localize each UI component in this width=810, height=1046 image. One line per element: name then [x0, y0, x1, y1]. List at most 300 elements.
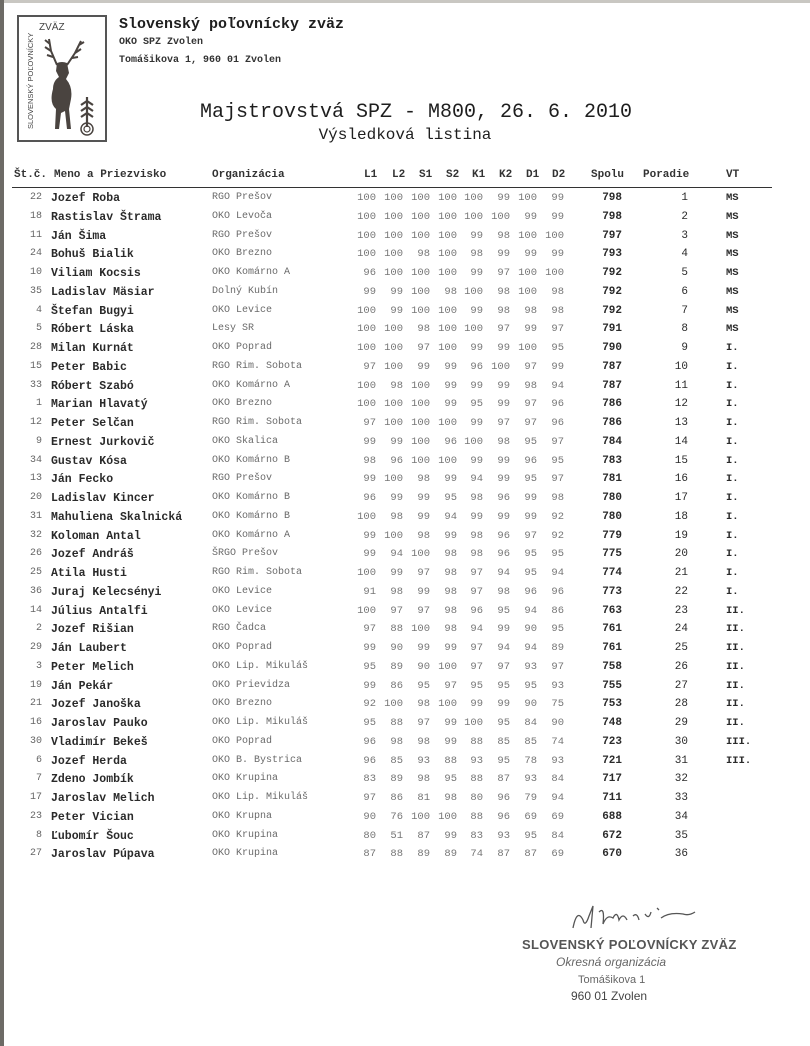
- stamp-street: Tomášikova 1: [578, 974, 646, 986]
- score-k2: 96: [497, 492, 510, 504]
- score-l1: 90: [363, 810, 376, 823]
- score-d2: 74: [551, 735, 564, 748]
- rank: 3: [681, 229, 688, 242]
- score-l1: 95: [363, 660, 376, 673]
- total-score: 688: [602, 810, 622, 823]
- table-row: [0, 358, 810, 377]
- score-s2: 89: [444, 848, 457, 861]
- score-k2: 98: [497, 585, 510, 598]
- score-d1: 100: [518, 267, 537, 279]
- score-l1: 100: [357, 304, 376, 317]
- score-d2: 95: [551, 548, 564, 561]
- rank: 8: [681, 323, 688, 336]
- score-l1: 99: [363, 679, 376, 692]
- col-header-d2: D2: [552, 169, 566, 181]
- total-score: 763: [602, 604, 622, 617]
- table-row: [0, 264, 810, 283]
- performance-class: MS: [726, 210, 739, 223]
- total-score: 672: [602, 829, 622, 842]
- table-row: [0, 545, 810, 564]
- score-d1: 95: [524, 829, 537, 842]
- col-header-l1: L1: [364, 169, 378, 181]
- score-s1: 99: [417, 492, 430, 504]
- score-l2: 76: [390, 810, 403, 823]
- score-d1: 100: [518, 285, 537, 298]
- rank: 12: [674, 398, 688, 411]
- score-l2: 99: [390, 492, 403, 504]
- rank: 33: [674, 792, 688, 804]
- organization: ŠRGO Prešov: [212, 548, 279, 560]
- score-k1: 94: [470, 623, 483, 636]
- competitor-name: Milan Kurnát: [51, 342, 134, 355]
- performance-class: MS: [726, 248, 739, 261]
- score-k1: 98: [470, 529, 483, 542]
- score-l2: 96: [390, 454, 403, 467]
- score-d1: 99: [524, 248, 537, 261]
- performance-class: MS: [726, 229, 739, 242]
- start-number: 2: [35, 623, 42, 635]
- score-s1: 100: [411, 229, 430, 242]
- score-k2: 100: [491, 210, 510, 223]
- start-number: 15: [29, 360, 42, 372]
- organization: OKO Prievidza: [212, 679, 291, 691]
- scan-top-edge: [0, 0, 810, 3]
- score-s2: 99: [444, 360, 457, 373]
- total-score: 670: [602, 848, 622, 861]
- performance-class: I.: [726, 585, 739, 598]
- competitor-name: Peter Selčan: [51, 417, 134, 430]
- score-l2: 100: [384, 417, 403, 429]
- score-l2: 100: [384, 248, 403, 261]
- score-s2: 99: [444, 735, 457, 748]
- score-s2: 100: [438, 304, 457, 317]
- col-header-d1: D1: [526, 169, 540, 181]
- table-row: [0, 302, 810, 321]
- score-l1: 99: [363, 285, 376, 298]
- score-k1: 96: [470, 360, 483, 373]
- table-row: [0, 227, 810, 246]
- score-l1: 97: [363, 360, 376, 373]
- score-s2: 100: [438, 248, 457, 261]
- organization: OKO Komárno B: [212, 492, 291, 503]
- competitor-name: Gustav Kósa: [51, 454, 127, 468]
- start-number: 13: [29, 473, 42, 485]
- organization: OKO Komárno B: [212, 454, 291, 466]
- score-k2: 97: [497, 323, 510, 336]
- score-s2: 100: [438, 342, 457, 354]
- organization: OKO Lip. Mikuláš: [212, 717, 309, 728]
- organization: RGO Prešov: [212, 473, 273, 485]
- score-k2: 95: [497, 717, 510, 729]
- col-header-no: Št.č.: [14, 169, 48, 181]
- score-l1: 99: [363, 642, 376, 654]
- score-d1: 97: [524, 360, 537, 373]
- score-d1: 95: [524, 473, 537, 486]
- score-d2: 98: [551, 492, 564, 504]
- organization: Dolný Kubín: [212, 285, 279, 297]
- start-number: 21: [29, 698, 42, 710]
- rank: 9: [681, 342, 688, 354]
- start-number: 20: [29, 492, 42, 503]
- score-k2: 97: [497, 417, 510, 429]
- score-s1: 97: [417, 717, 430, 729]
- score-d2: 99: [551, 192, 564, 204]
- rank: 1: [681, 192, 688, 204]
- performance-class: MS: [726, 323, 739, 336]
- score-s1: 81: [417, 792, 430, 804]
- total-score: 753: [602, 698, 622, 711]
- score-s1: 97: [417, 604, 430, 617]
- table-row: [0, 789, 810, 808]
- score-s2: 88: [444, 754, 457, 767]
- score-l2: 98: [390, 735, 403, 748]
- performance-class: I.: [726, 510, 739, 523]
- score-s2: 96: [444, 435, 457, 448]
- score-k2: 99: [497, 342, 510, 354]
- score-k2: 95: [497, 754, 510, 767]
- score-k2: 99: [497, 473, 510, 486]
- competitor-name: Marian Hlavatý: [51, 398, 148, 412]
- score-s1: 100: [411, 192, 430, 204]
- rank: 23: [674, 604, 688, 617]
- rank: 11: [674, 379, 688, 392]
- score-d2: 97: [551, 473, 564, 486]
- score-d1: 93: [524, 660, 537, 673]
- score-s1: 99: [417, 585, 430, 598]
- start-number: 27: [29, 848, 42, 860]
- start-number: 5: [35, 323, 42, 335]
- score-s1: 98: [417, 773, 430, 786]
- score-k1: 94: [470, 473, 483, 486]
- score-d1: 84: [524, 717, 537, 729]
- score-l1: 100: [357, 510, 376, 523]
- performance-class: MS: [726, 285, 739, 298]
- organization: RGO Rim. Sobota: [212, 360, 303, 372]
- score-k2: 96: [497, 792, 510, 804]
- col-header-total: Spolu: [591, 169, 625, 181]
- score-d1: 97: [524, 398, 537, 411]
- total-score: 798: [602, 210, 622, 223]
- score-d1: 100: [518, 229, 537, 242]
- score-s2: 99: [444, 379, 457, 392]
- score-k1: 99: [470, 454, 483, 467]
- rank: 25: [674, 642, 688, 654]
- total-score: 784: [602, 435, 622, 448]
- organization: RGO Prešov: [212, 229, 273, 241]
- score-s1: 100: [411, 623, 430, 636]
- performance-class: I.: [726, 435, 739, 448]
- score-l2: 89: [390, 773, 403, 786]
- competitor-name: Jozef Andráš: [51, 548, 134, 562]
- performance-class: III.: [726, 735, 752, 748]
- score-s1: 97: [417, 567, 430, 579]
- score-s2: 97: [444, 679, 457, 692]
- score-k1: 98: [470, 492, 483, 504]
- score-d1: 99: [524, 492, 537, 504]
- score-s2: 100: [438, 417, 457, 429]
- start-number: 9: [35, 435, 42, 447]
- table-row: [0, 452, 810, 471]
- org-subtitle: OKO SPZ Zvolen: [119, 37, 204, 48]
- rank: 31: [674, 754, 688, 767]
- start-number: 29: [29, 642, 42, 653]
- score-d2: 93: [551, 754, 564, 767]
- score-s1: 98: [417, 473, 430, 486]
- total-score: 780: [602, 510, 622, 523]
- competitor-name: Vladimír Bekeš: [51, 735, 148, 749]
- score-d2: 96: [551, 417, 564, 429]
- organization: OKO Lip. Mikuláš: [212, 792, 309, 803]
- score-s1: 100: [411, 435, 430, 448]
- score-s1: 99: [417, 642, 430, 654]
- score-l2: 94: [390, 548, 403, 561]
- start-number: 18: [29, 210, 42, 222]
- score-d2: 97: [551, 435, 564, 448]
- competitor-name: Peter Melich: [51, 660, 134, 674]
- table-row: [0, 620, 810, 639]
- rank: 5: [681, 267, 688, 279]
- score-l1: 100: [357, 323, 376, 336]
- score-l1: 100: [357, 229, 376, 242]
- competitor-name: Viliam Kocsis: [51, 267, 141, 280]
- score-k1: 74: [470, 848, 483, 861]
- score-d2: 97: [551, 323, 564, 336]
- competitor-name: Jaroslav Pauko: [51, 717, 148, 730]
- score-s2: 98: [444, 792, 457, 804]
- score-d2: 100: [545, 267, 564, 279]
- start-number: 23: [29, 810, 42, 822]
- total-score: 790: [602, 342, 622, 354]
- score-d1: 98: [524, 379, 537, 392]
- performance-class: I.: [726, 417, 739, 429]
- table-row: [0, 602, 810, 621]
- header-divider: [12, 187, 772, 188]
- score-l1: 99: [363, 435, 376, 448]
- score-d2: 94: [551, 567, 564, 579]
- competitor-name: Ladislav Mäsiar: [51, 285, 155, 299]
- table-row: [0, 245, 810, 264]
- score-k1: 100: [464, 323, 483, 336]
- svg-text:SLOVENSKÝ POĽOVNÍCKY: SLOVENSKÝ POĽOVNÍCKY: [26, 32, 35, 129]
- rank: 19: [674, 529, 688, 542]
- score-k2: 99: [497, 510, 510, 523]
- score-k1: 100: [464, 717, 483, 729]
- score-l2: 100: [384, 267, 403, 279]
- competitor-name: Ernest Jurkovič: [51, 435, 155, 449]
- competitor-name: Jaroslav Melich: [51, 792, 155, 805]
- score-d2: 86: [551, 604, 564, 617]
- total-score: 761: [602, 642, 622, 654]
- rank: 27: [674, 679, 688, 692]
- score-s2: 100: [438, 210, 457, 223]
- organization: OKO Komárno A: [212, 267, 291, 278]
- score-d1: 98: [524, 304, 537, 317]
- total-score: 748: [602, 717, 622, 729]
- rank: 35: [674, 829, 688, 842]
- score-s2: 98: [444, 567, 457, 579]
- score-s2: 100: [438, 810, 457, 823]
- score-l2: 100: [384, 698, 403, 711]
- performance-class: II.: [726, 698, 745, 711]
- competitor-name: Ladislav Kincer: [51, 492, 155, 505]
- performance-class: II.: [726, 660, 745, 673]
- table-row: [0, 845, 810, 864]
- performance-class: I.: [726, 567, 739, 579]
- score-l2: 97: [390, 604, 403, 617]
- table-row: [0, 695, 810, 714]
- score-l1: 97: [363, 792, 376, 804]
- score-l2: 100: [384, 210, 403, 223]
- rank: 36: [674, 848, 688, 861]
- score-s2: 100: [438, 660, 457, 673]
- rank: 14: [674, 435, 688, 448]
- score-d2: 92: [551, 529, 564, 542]
- score-k1: 100: [464, 192, 483, 204]
- competitor-name: Ján Laubert: [51, 642, 127, 655]
- score-d2: 95: [551, 623, 564, 636]
- score-l1: 96: [363, 735, 376, 748]
- rank: 2: [681, 210, 688, 223]
- table-row: [0, 489, 810, 508]
- score-s2: 99: [444, 473, 457, 486]
- score-d1: 79: [524, 792, 537, 804]
- score-d2: 69: [551, 810, 564, 823]
- score-k2: 99: [497, 379, 510, 392]
- score-s1: 100: [411, 267, 430, 279]
- score-d1: 97: [524, 417, 537, 429]
- performance-class: III.: [726, 754, 752, 767]
- competitor-name: Peter Babic: [51, 360, 127, 374]
- score-k1: 97: [470, 642, 483, 654]
- score-d2: 94: [551, 379, 564, 392]
- score-k2: 87: [497, 848, 510, 861]
- col-header-vt: VT: [726, 169, 740, 181]
- organization: OKO Levice: [212, 304, 273, 316]
- score-k1: 88: [470, 735, 483, 748]
- table-row: [0, 414, 810, 433]
- score-s2: 99: [444, 642, 457, 654]
- competitor-name: Koloman Antal: [51, 529, 141, 543]
- score-l2: 99: [390, 435, 403, 448]
- score-d2: 95: [551, 454, 564, 467]
- total-score: 781: [602, 473, 622, 486]
- results-table: [0, 189, 810, 864]
- score-s1: 100: [411, 417, 430, 429]
- score-l1: 100: [357, 210, 376, 223]
- score-k1: 98: [470, 248, 483, 261]
- table-row: [0, 470, 810, 489]
- org-address: Tomášikova 1, 960 01 Zvolen: [119, 55, 282, 66]
- table-row: [0, 283, 810, 302]
- performance-class: I.: [726, 529, 739, 542]
- score-l1: 96: [363, 267, 376, 279]
- start-number: 6: [35, 754, 42, 766]
- score-k2: 99: [497, 623, 510, 636]
- total-score: 797: [602, 229, 622, 242]
- score-s2: 98: [444, 585, 457, 598]
- score-d1: 99: [524, 210, 537, 223]
- rank: 20: [674, 548, 688, 561]
- performance-class: I.: [726, 492, 739, 504]
- score-k1: 97: [470, 660, 483, 673]
- score-d1: 87: [524, 848, 537, 861]
- table-row: [0, 639, 810, 658]
- total-score: 755: [602, 679, 622, 692]
- score-k1: 99: [470, 510, 483, 523]
- start-number: 31: [29, 510, 42, 522]
- table-row: [0, 770, 810, 789]
- start-number: 12: [29, 417, 42, 428]
- score-k1: 80: [470, 792, 483, 804]
- score-l1: 100: [357, 379, 376, 392]
- competitor-name: Peter Vician: [51, 810, 134, 824]
- organization: OKO Krupna: [212, 810, 273, 822]
- performance-class: I.: [726, 360, 739, 373]
- score-l2: 100: [384, 229, 403, 242]
- score-s2: 100: [438, 454, 457, 467]
- table-row: [0, 377, 810, 396]
- score-k1: 99: [470, 379, 483, 392]
- score-s1: 93: [417, 754, 430, 767]
- score-l1: 87: [363, 848, 376, 861]
- score-s1: 100: [411, 304, 430, 317]
- score-s2: 100: [438, 192, 457, 204]
- competitor-name: Ján Fecko: [51, 473, 114, 487]
- score-k1: 83: [470, 829, 483, 842]
- score-d2: 98: [551, 285, 564, 298]
- total-score: 774: [602, 567, 622, 579]
- score-l1: 97: [363, 623, 376, 636]
- total-score: 780: [602, 492, 622, 504]
- score-l2: 86: [390, 679, 403, 692]
- total-score: 723: [602, 735, 622, 748]
- score-k2: 99: [497, 398, 510, 411]
- rank: 7: [681, 304, 688, 317]
- score-k1: 99: [470, 342, 483, 354]
- table-row: [0, 508, 810, 527]
- score-l1: 91: [363, 585, 376, 598]
- performance-class: II.: [726, 604, 745, 617]
- score-l2: 100: [384, 342, 403, 354]
- performance-class: I.: [726, 342, 739, 354]
- competitor-name: Róbert Szabó: [51, 379, 134, 393]
- total-score: 721: [602, 754, 622, 767]
- performance-class: MS: [726, 304, 739, 317]
- organization: RGO Prešov: [212, 192, 273, 203]
- score-d2: 94: [551, 792, 564, 804]
- score-k1: 88: [470, 810, 483, 823]
- score-d2: 75: [551, 698, 564, 711]
- score-s1: 89: [417, 848, 430, 861]
- score-k2: 94: [497, 567, 510, 579]
- score-l2: 99: [390, 567, 403, 579]
- score-l1: 99: [363, 529, 376, 542]
- score-l2: 100: [384, 360, 403, 373]
- score-l2: 98: [390, 585, 403, 598]
- competitor-name: Štefan Bugyi: [51, 304, 134, 318]
- organization: OKO Komárno B: [212, 510, 291, 522]
- score-k2: 100: [491, 360, 510, 373]
- score-k2: 96: [497, 548, 510, 561]
- total-score: 792: [602, 267, 622, 279]
- score-d1: 95: [524, 679, 537, 692]
- score-l2: 88: [390, 717, 403, 729]
- competitor-name: Ľubomír Šouc: [51, 829, 134, 843]
- start-number: 32: [29, 529, 42, 541]
- score-s2: 100: [438, 698, 457, 711]
- score-l1: 83: [363, 773, 376, 786]
- col-header-k2: K2: [499, 169, 513, 181]
